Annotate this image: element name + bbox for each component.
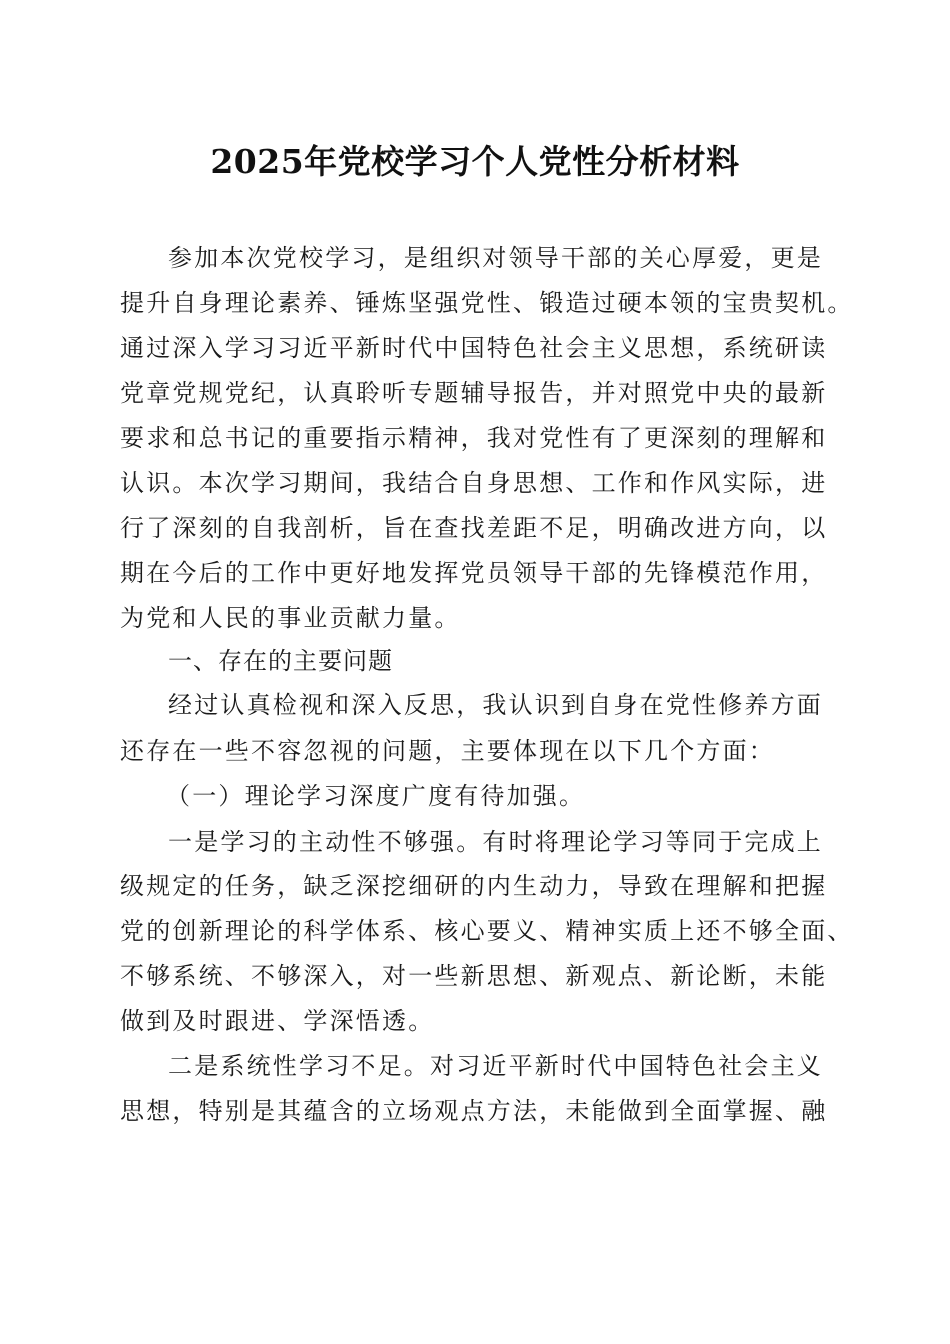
paragraph-line: 为党和人民的事业贡献力量。 xyxy=(120,604,461,632)
paragraph-line: 级规定的任务，缺乏深挖细研的内生动力，导致在理解和把握 xyxy=(120,872,828,900)
subsection-heading: （一）理论学习深度广度有待加强。 xyxy=(166,782,586,810)
paragraph-line: 经过认真检视和深入反思，我认识到自身在党性修养方面 xyxy=(168,691,823,719)
paragraph-line: 行了深刻的自我剖析，旨在查找差距不足，明确改进方向，以 xyxy=(120,514,828,542)
paragraph-line: 期在今后的工作中更好地发挥党员领导干部的先锋模范作用， xyxy=(120,559,828,587)
paragraph-line: 一是学习的主动性不够强。有时将理论学习等同于完成上 xyxy=(168,828,823,856)
paragraph-line: 思想，特别是其蕴含的立场观点方法，未能做到全面掌握、融 xyxy=(120,1097,828,1125)
paragraph-line: 提升自身理论素养、锤炼坚强党性、锻造过硬本领的宝贵契机。 xyxy=(120,289,854,317)
paragraph-line: 要求和总书记的重要指示精神，我对党性有了更深刻的理解和 xyxy=(120,424,828,452)
paragraph-line: 不够系统、不够深入，对一些新思想、新观点、新论断，未能 xyxy=(120,962,828,990)
paragraph-line: 参加本次党校学习，是组织对领导干部的关心厚爱，更是 xyxy=(168,244,823,272)
document-title: 2025年党校学习个人党性分析材料 xyxy=(210,142,740,181)
paragraph-line: 做到及时跟进、学深悟透。 xyxy=(120,1007,435,1035)
section-heading: 一、存在的主要问题 xyxy=(168,647,393,675)
paragraph-line: 还存在一些不容忽视的问题，主要体现在以下几个方面： xyxy=(120,737,775,765)
paragraph-line: 通过深入学习习近平新时代中国特色社会主义思想，系统研读 xyxy=(120,334,828,362)
paragraph-line: 党的创新理论的科学体系、核心要义、精神实质上还不够全面、 xyxy=(120,917,854,945)
paragraph-line: 认识。本次学习期间，我结合自身思想、工作和作风实际，进 xyxy=(120,469,828,497)
paragraph-line: 二是系统性学习不足。对习近平新时代中国特色社会主义 xyxy=(168,1052,823,1080)
paragraph-line: 党章党规党纪，认真聆听专题辅导报告，并对照党中央的最新 xyxy=(120,379,828,407)
